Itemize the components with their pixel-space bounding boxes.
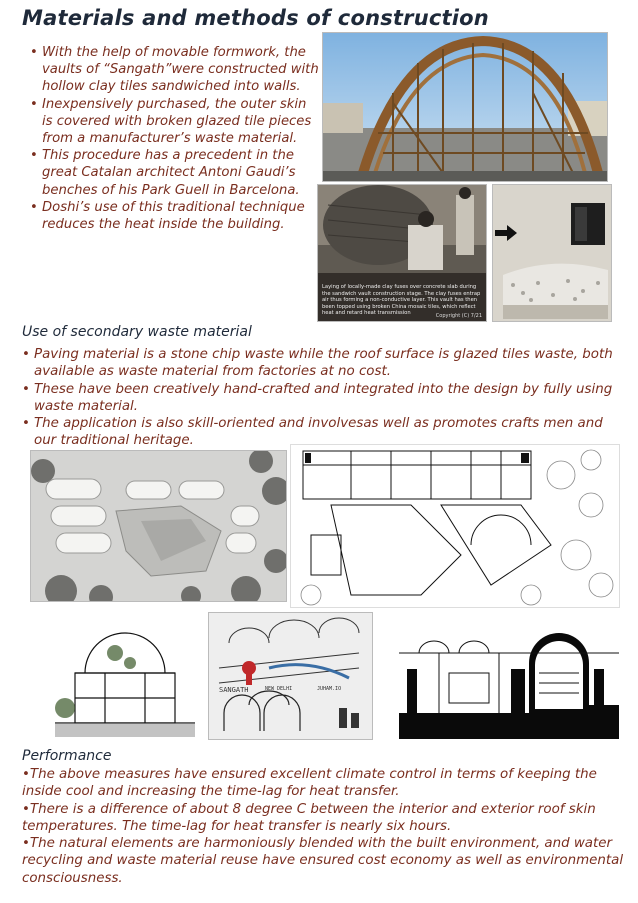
vault-formwork-photo	[322, 32, 608, 182]
broken-tile-wall-photo	[492, 184, 612, 322]
secondary-bullet: • Paving material is a stone chip waste while the roof surface is glazed tiles waste, both available as waste material from factories at no cost.	[22, 346, 622, 381]
intro-bullet: • This procedure has a precedent in the great Catalan architect Antoni Gaudi’s benches of his Park Guell in Barcelona.	[30, 147, 320, 199]
clay-tile-laying-photo	[317, 184, 487, 322]
secondary-bullet: • The application is also skill-oriented and involvesas well as promotes crafts men and our traditional heritage.	[22, 415, 622, 450]
site-plan-drawing	[290, 444, 620, 608]
intro-bullet-list	[30, 44, 320, 233]
intro-bullet: • Inexpensively purchased, the outer skin is covered with broken glazed tile pieces from a manufacturer’s waste material.	[30, 96, 320, 148]
performance-paragraph: •The natural elements are harmoniously blended with the built environment, and water recycling and waste material reuse have ensured cost economy as well as environmental consciousness.	[22, 836, 624, 886]
performance-heading: Performance	[22, 748, 112, 764]
sangath-sketch	[208, 612, 373, 740]
worker-photo-caption: Laying of locally-made clay fuses over concrete slab during the sandwich vault construction stage. The clay fuses entrap air thus forming a non-conductive layer. This vault has then been topped using broken China mosaic tiles, which reflect heat and retard heat transmission	[322, 284, 481, 317]
secondary-text	[22, 346, 622, 450]
performance-paragraph: •There is a difference of about 8 degree C between the interior and exterior roof skin temperatures. The time-lag for heat transfer is nearly six hours.	[22, 801, 596, 834]
sketch-label: SANGATH	[219, 686, 249, 694]
secondary-bullet-list	[22, 346, 622, 450]
secondary-bullet: • These have been creatively hand-crafted and integrated into the design by fully using waste material.	[22, 381, 622, 416]
sketch-right-label: JUHAM.IO	[317, 686, 342, 692]
intro-text	[30, 44, 320, 233]
performance-paragraph: •The above measures have ensured excellent climate control in terms of keeping the inside cool and increasing the time-lag for heat transfer.	[22, 767, 597, 800]
arrow-right-icon	[495, 225, 517, 241]
sketch-sublabel: NEW DELHI	[265, 686, 293, 692]
section-sketch-left	[44, 612, 202, 740]
page-title: Materials and methods of construction	[22, 6, 489, 30]
performance-text	[22, 766, 632, 887]
worker-photo-copyright: Copyright (C) 7/21	[435, 313, 482, 319]
intro-bullet: • With the help of movable formwork, the vaults of “Sangath”were constructed with hollow clay tiles sandwiched into walls.	[30, 44, 320, 96]
intro-bullet: • Doshi’s use of this traditional technique reduces the heat inside the building.	[30, 199, 320, 233]
section-drawing-right	[398, 612, 620, 740]
site-model-photo	[30, 450, 287, 602]
secondary-heading: Use of secondary waste material	[22, 324, 252, 340]
